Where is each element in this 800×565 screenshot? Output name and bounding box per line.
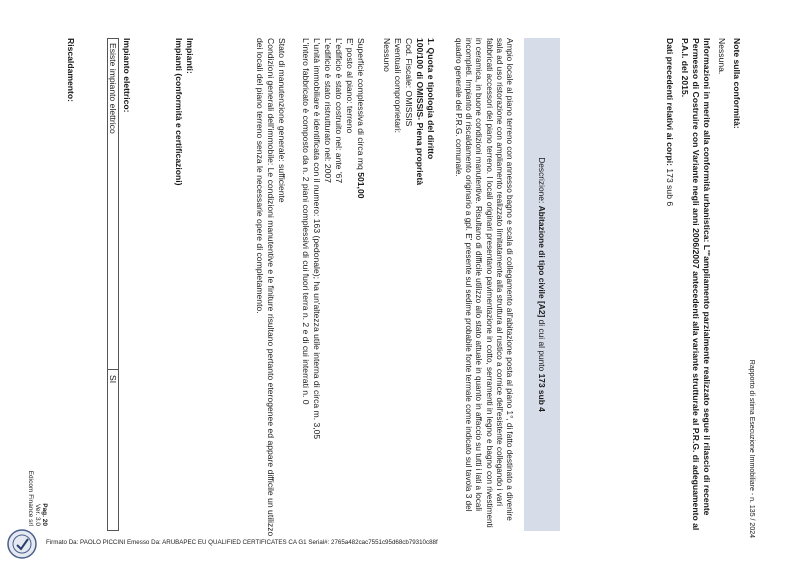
ristrutturato-line: L'edificio è stato ristrutturato nel: 2007	[323, 38, 333, 183]
page-number: Pag. 20	[41, 503, 48, 526]
impianti-title: Impianti:	[185, 38, 195, 74]
descrizione-paragraph: Ampio locale al piano terreno con annesso bagno e scala di collegamento all'abitazione posta al piano 1°, di fatto destinato a divenire sala ad uso ristorazione con ampliamento realizzato limitatamente alla struttura al rustico a cornice dell'esistente collegando i vari fabbricati accessori del piano terreno. I locali originari presentano pavimentazione in cotto, serramenti in legno e bagno con rivestimenti in ceramica, in buone condizioni manutentive. Risultano di difficile utilizzo allo stato attuale in quanto in affaccio su tutti i lati a locali incompleti. Impianto di riscaldamento originario a gpl. E' presente sul sedime probabile fonte termale come indicato sul tavola 3 del quadro generale del P.R.G. comunale.	[453, 38, 514, 528]
dati-precedenti-line	[664, 38, 675, 206]
signature-seal-icon	[6, 528, 38, 560]
superficie-line	[355, 38, 366, 199]
dati-precedenti-value: 173 sub 6	[665, 168, 675, 207]
table-divider	[108, 369, 118, 370]
superficie-value: 501,00	[356, 172, 366, 199]
descrizione-bar	[524, 38, 560, 531]
quota-heading: 1. Quota e tipologia del diritto	[426, 38, 436, 160]
quota-value: 100/100 di OMISSIS- Piena proprietà	[415, 38, 425, 186]
digital-signature-line: Firmato Da: PAOLO PICCINI Emesso Da: ARUBAPEC EU QUALIFIED CERTIFICATES CA G1 Serial#: 2765a482cac7551c95d68cb79310c88f	[46, 539, 438, 546]
publisher: Edicom Finance srl	[26, 470, 34, 526]
piano-line: E' posto al piano: terreno	[345, 38, 355, 134]
riscaldamento-title: Riscaldamento:	[66, 38, 76, 102]
page-footer	[26, 471, 48, 526]
stato-manutenzione: Stato di manutenzione generale: sufficiente	[277, 38, 287, 203]
dati-precedenti-label: Dati precedenti relativi ai corpi:	[665, 38, 675, 166]
impianto-elettrico-title: Impianto elettrico:	[122, 38, 132, 113]
document-page	[20, 0, 760, 560]
descrizione-middle: di cui al punto	[537, 317, 547, 374]
codice-fiscale: Cod. Fiscale: OMISSIS	[404, 38, 414, 127]
note-conformita-value: Nessuna.	[717, 38, 727, 75]
impianti-conformita: Impianti (conformità e certificazioni)	[174, 38, 184, 186]
version: Ver. 3.0	[33, 503, 41, 526]
impianto-elettrico-value: SI	[108, 375, 118, 384]
comproprietari-value: Nessuno	[382, 38, 392, 72]
costruito-line: L'edificio è stato costruito nel: ante '67	[334, 38, 344, 184]
comproprietari-label: Eventuali comproprietari:	[393, 38, 403, 134]
condizioni-generali: Condizioni generali dell'immobile: Le condizioni manutentive e le finiture risultano pertanto eterogenee ed appare difficile un utilizzo dei locali del piano terreno senza le necessarie opere di completamento.	[255, 38, 276, 537]
impianto-elettrico-table	[107, 38, 119, 531]
note-conformita-title: Note sulla conformità:	[732, 38, 742, 129]
conformita-urbanistica-text: Informazioni in merito alla conformità urbanistica: L'"ampliamento parzialmente realizzato segue il rilascio di recente Permesso di Costruire con Variante negli anni 2006/2007 antecedenti alla variante strutturale al P.R.G. di adeguamento al P.A.I. del 2015.	[680, 38, 712, 531]
impianto-elettrico-label: Esiste impianto elettrico	[108, 43, 118, 134]
intero-line: L'intero fabbricato è composto da n. 2 piani complessivi di cui fuori terra n. 2 e di cui interrati n. 0	[301, 38, 311, 405]
report-header-title: Rapporto di stima Esecuzione Immobiliare - n. 135 / 2024	[748, 359, 755, 538]
descrizione-prefix: Descrizione:	[537, 157, 547, 206]
unita-line: L'unità immobiliare è identificata con il numero: 163 (pedonale); ha un'altezza utile interna di circa m. 3,05	[312, 38, 322, 440]
descrizione-ref: 173 sub 4	[537, 373, 547, 412]
descrizione-title: Abitazione di tipo civile [A2]	[537, 205, 547, 318]
superficie-label: Superficie complessiva di circa mq	[356, 38, 366, 173]
